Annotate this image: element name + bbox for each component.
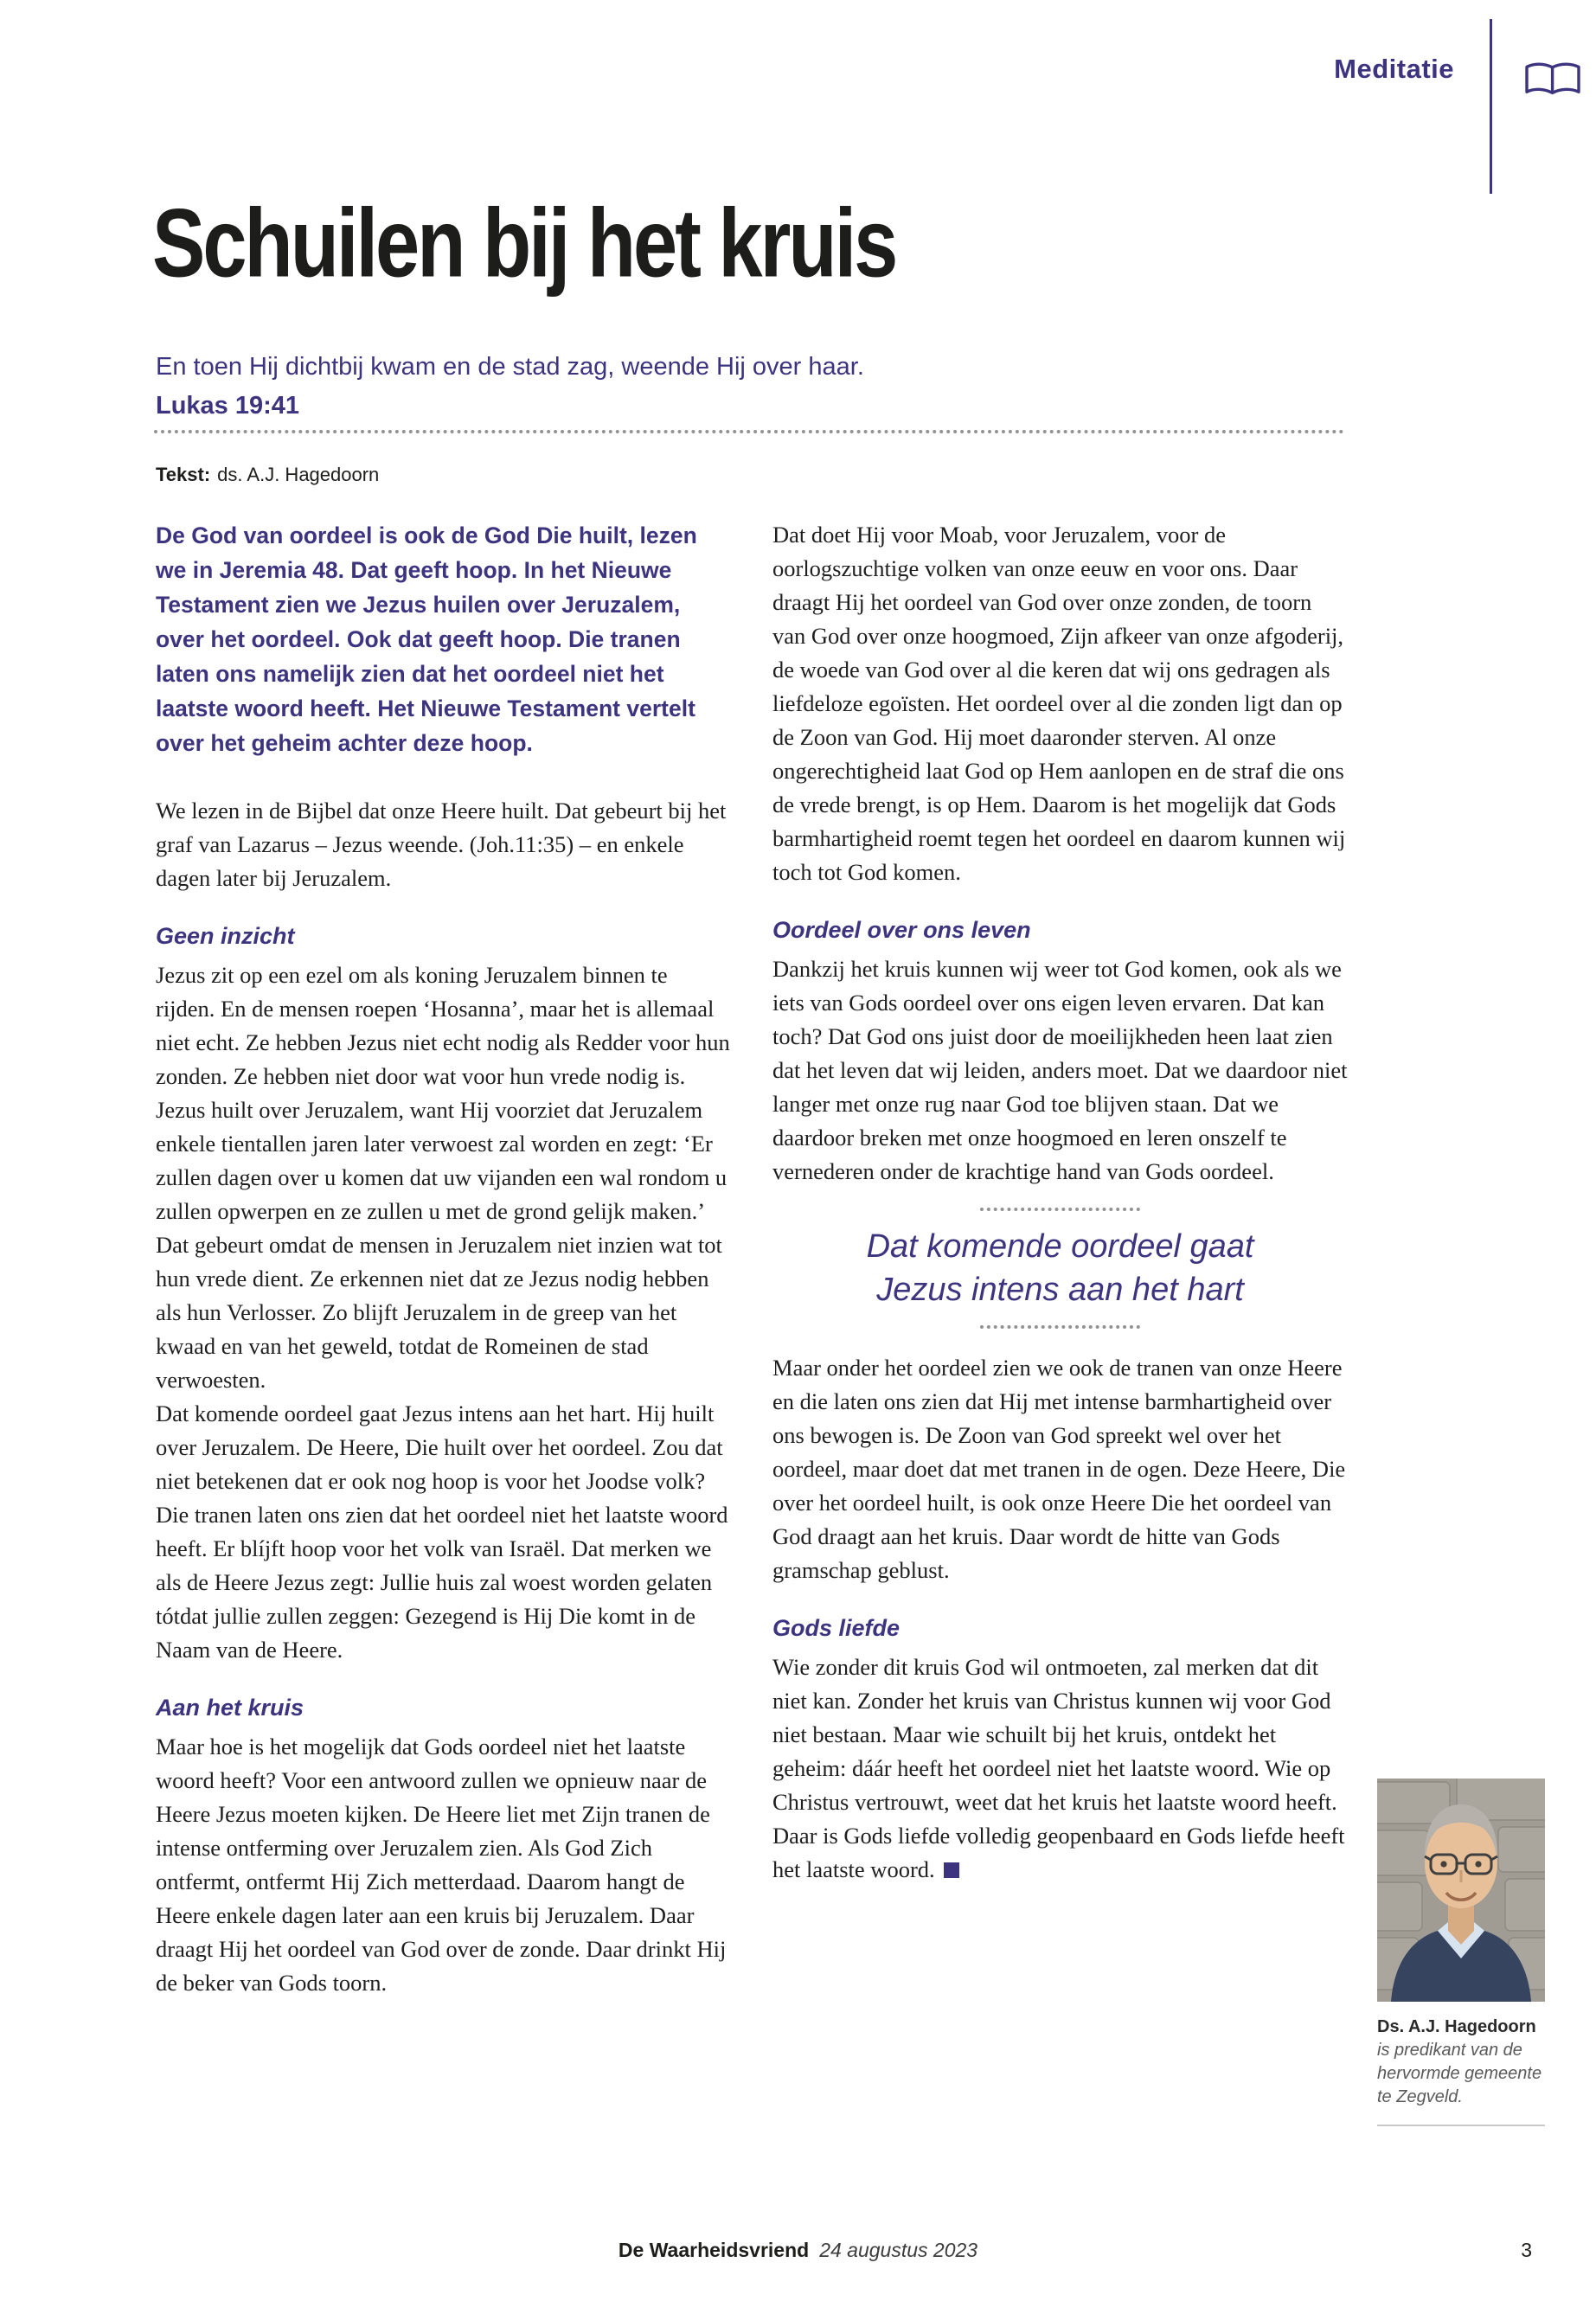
right-column — [772, 518, 1348, 2000]
body-paragraph: Dat doet Hij voor Moab, voor Jeruzalem, voor de oorlogszuchtige volken van onze eeuw en voor ons. Daar draagt Hij het oordeel van God over onze zonden, de toorn van God over onze hoogmoed, Zijn afkeer van onze afgoderij, de woede van God over al die keren dat wij ons gedragen als liefdeloze egoïsten. Het oordeel over al die zonden ligt dan op de Zoon van God. Hij moet daaronder sterven. Al onze ongerechtigheid laat God op Hem aanlopen en de straf die ons de vrede brengt, is op Hem. Daarom is het mogelijk dat Gods barmhartigheid roemt tegen het oordeel en daarom kunnen wij toch tot God komen. — [772, 522, 1346, 885]
verse-reference: Lukas 19:41 — [156, 392, 300, 420]
body-paragraph: Maar hoe is het mogelijk dat Gods oordeel niet het laatste woord heeft? Voor een antwoord zullen we opnieuw naar de Heere Jezus moeten kijken. De Heere liet met Zijn tranen de intense ontferming over Jeruzalem zien. Als God Zich ontfermt, ontfermt Hij Zich metterdaad. Daarom hangt de Heere enkele dagen later aan een kruis bij Jeruzalem. Daar draagt Hij het oordeel van God over de zonde. Daar drinkt Hij de beker van Gods toorn. — [156, 1734, 727, 1996]
page-footer — [0, 2239, 1596, 2262]
closing-text: Wie zonder dit kruis God wil ontmoeten, zal merken dat dit niet kan. Zonder het kruis van Christus kunnen wij voor God niet bestaan. Maar wie schuilt bij het kruis, ontdekt het geheim: dáár heeft het oordeel niet het laatste woord. Wie op Christus vertrouwt, weet dat het kruis het laatste woord heeft. Daar is Gods liefde volledig geopenbaard en Gods liefde heeft het laatste woord. — [772, 1654, 1345, 1882]
section-label: Meditatie — [1334, 54, 1454, 84]
verse-text: En toen Hij dichtbij kwam en de stad zag, weende Hij over haar. — [156, 353, 864, 381]
photo-caption-role: is predikant van de hervormde gemeente te Zegveld. — [1377, 2041, 1542, 2106]
body-paragraph: Jezus huilt over Jeruzalem, want Hij voorziet dat Jeruzalem enkele tientallen jaren later verwoest zal worden en zegt: ‘Er zullen dagen over u komen dat uw vijanden een wal rondom u zullen opwerpen en ze zullen u met de grond gelijk maken.’ Dat gebeurt omdat de mensen in Jeruzalem niet inzien wat tot hun vrede dient. Ze erkennen niet dat ze Jezus nodig hebben als hun Verlosser. Zo blijft Jeruzalem in de greep van het kwaad en van het geweld, totdat de Romeinen de stad verwoesten. — [156, 1097, 727, 1393]
pull-quote-line2: Jezus intens aan het hart — [876, 1272, 1244, 1308]
body-paragraph: Dat komende oordeel gaat Jezus intens aan het hart. Hij huilt over Jeruzalem. De Heere, Die huilt over het oordeel. Zou dat niet betekenen dat er ook nog hoop is voor het Joodse volk? Die tranen laten ons zien dat het oordeel niet het laatste woord heeft. Er blíjft hoop voor het volk van Israël. Dat merken we als de Heere Jezus zegt: Jullie huis zal woest worden gelaten tótdat jullie zullen zeggen: Gezegend is Hij Die komt in de Naam van de Heere. — [156, 1400, 728, 1663]
portrait-photo — [1377, 1779, 1545, 2002]
body-paragraph: Maar onder het oordeel zien we ook de tranen van onze Heere en die laten ons zien dat Hij met intense barmhartigheid over ons bewogen is. De Zoon van God spreekt wel over het oordeel, maar doet dat met tranen in de ogen. Deze Heere, Die over het oordeel huilt, is ook onze Heere Die het oordeel van God draagt aan het kruis. Daar wordt de hitte van Gods gramschap geblust. — [772, 1355, 1346, 1583]
masthead-divider — [1490, 19, 1492, 194]
pull-quote-text — [772, 1225, 1348, 1311]
section-heading-gods-liefde: Gods liefde — [772, 1615, 901, 1641]
photo-caption — [1377, 2016, 1545, 2126]
section-heading-geen-inzicht: Geen inzicht — [156, 923, 295, 949]
quote-dots-bottom — [980, 1325, 1140, 1329]
open-book-icon — [1523, 61, 1582, 100]
pull-quote-line1: Dat komende oordeel gaat — [866, 1228, 1254, 1265]
footer-date: 24 augustus 2023 — [819, 2239, 978, 2261]
body-paragraph: Dankzij het kruis kunnen wij weer tot God komen, ook als we iets van Gods oordeel over ons eigen leven ervaren. Dat kan toch? Dat God ons juist door de moeilijkheden heen laat zien dat het leven dat wij leiden, anders moet. Dat we daardoor niet langer met onze rug naar God toe blijven staan. Dat we daardoor breken met onze hoogmoed en leren onszelf te vernederen onder de krachtige hand van Gods oordeel. — [772, 956, 1348, 1184]
article-body — [156, 518, 1348, 2000]
photo-caption-name: Ds. A.J. Hagedoorn — [1377, 2017, 1536, 2036]
page-number: 3 — [1521, 2239, 1532, 2261]
section-heading-aan-het-kruis: Aan het kruis — [156, 1695, 304, 1721]
byline — [156, 464, 379, 486]
byline-label: Tekst: — [156, 464, 211, 485]
end-of-article-marker — [944, 1862, 959, 1878]
byline-author: ds. A.J. Hagedoorn — [217, 464, 380, 485]
quote-dots-top — [980, 1208, 1140, 1211]
footer-magazine-title: De Waarheidsvriend — [618, 2239, 810, 2261]
page-title: Schuilen bij het kruis — [152, 189, 896, 298]
intro-paragraph: De God van oordeel is ook de God Die huilt, lezen we in Jeremia 48. Dat geeft hoop. In het Nieuwe Testament zien we Jezus huilen over Jeruzalem, over het oordeel. Ook dat geeft hoop. Die tranen laten ons namelijk zien dat het oordeel niet het laatste woord heeft. Het Nieuwe Testament vertelt over het geheim achter deze hoop. — [156, 522, 697, 756]
verse-block — [156, 348, 864, 426]
left-column — [156, 518, 731, 2000]
body-paragraph: We lezen in de Bijbel dat onze Heere huilt. Dat gebeurt bij het graf van Lazarus – Jezus weende. (Joh.11:35) – en enkele dagen later bij Jeruzalem. — [156, 798, 727, 891]
body-paragraph: Jezus zit op een ezel om als koning Jeruzalem binnen te rijden. En de mensen roepen ‘Hosanna’, maar het is allemaal niet echt. Ze hebben Jezus niet echt nodig als Redder voor hun zonden. Ze hebben niet door wat voor hun vrede nodig is. — [156, 962, 730, 1089]
dotted-divider — [154, 430, 1344, 433]
section-heading-oordeel-over-ons-leven: Oordeel over ons leven — [772, 917, 1031, 943]
body-paragraph — [772, 1650, 1348, 1887]
pull-quote — [772, 1208, 1348, 1329]
